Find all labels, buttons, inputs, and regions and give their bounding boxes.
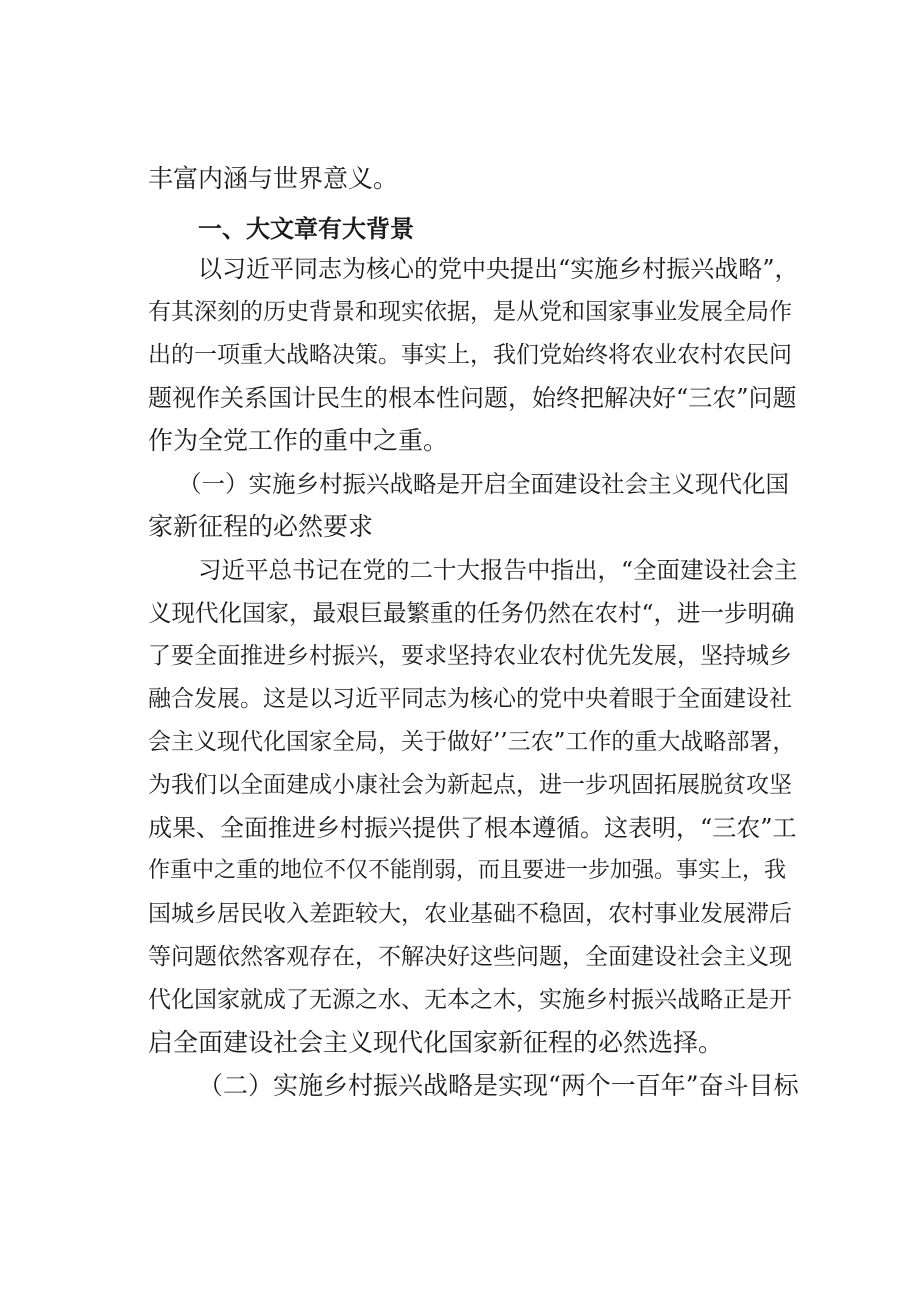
text-line: 为我们以全面建成小康社会为新起点，进一步巩固拓展脱贫攻坚 [148,772,792,798]
text-line: 以习近平同志为核心的党中央提出“实施乡村振兴战略”， [198,255,799,283]
text-line: 出的一项重大战略决策。事实上，我们党始终将农业农村农民问 [148,342,792,368]
text-line: 启全面建设社会主义现代化国家新征程的必然选择。 [148,1028,724,1057]
text-line: 作为全党工作的重中之重。 [148,426,449,455]
subsection-heading-continued: 家新征程的必然要求 [148,512,374,541]
text-line: 义现代化国家，最艰巨最繁重的任务仍然在农村“，进一步明确 [148,599,795,627]
text-line: 成果、全面推进乡村振兴提供了根本遵循。这表明，“三农”工 [148,814,797,842]
text-line: 代化国家就成了无源之水、无本之木，实施乡村振兴战略正是开 [148,987,792,1013]
text-line: 了要全面推进乡村振兴，要求坚持农业农村优先发展，坚持城乡 [148,643,792,669]
text-line: 国城乡居民收入差距较大，农业基础不稳固，农村事业发展滞后 [148,901,792,927]
text-line: 等问题依然客观存在，不解决好这些问题，全面建设社会主义现 [148,944,792,970]
text-line: 融合发展。这是以习近平同志为核心的党中央着眼于全面建设社 [148,686,792,712]
text-line: 习近平总书记在党的二十大报告中指出，“全面建设社会主 [198,556,798,584]
text-line: 丰富内涵与世界意义。 [148,164,399,193]
text-line: 作重中之重的地位不仅不能削弱，而且要进一步加强。事实上，我 [148,858,787,883]
section-heading: 一、大文章有大背景 [198,215,414,243]
subsection-heading: （二）实施乡村振兴战略是实现“两个一百年”奋斗目标 [198,1071,799,1100]
text-line: 题视作关系国计民生的根本性问题，始终把解决好“三农”问题 [148,384,797,412]
text-line: 有其深刻的历史背景和现实依据，是从党和国家事业发展全局作 [148,299,792,325]
subsection-heading: （一）实施乡村振兴战略是开启全面建设社会主义现代化国 [178,470,789,498]
text-line: 会主义现代化国家全局，关于做好’’三农”工作的重大战略部署， [148,729,796,755]
